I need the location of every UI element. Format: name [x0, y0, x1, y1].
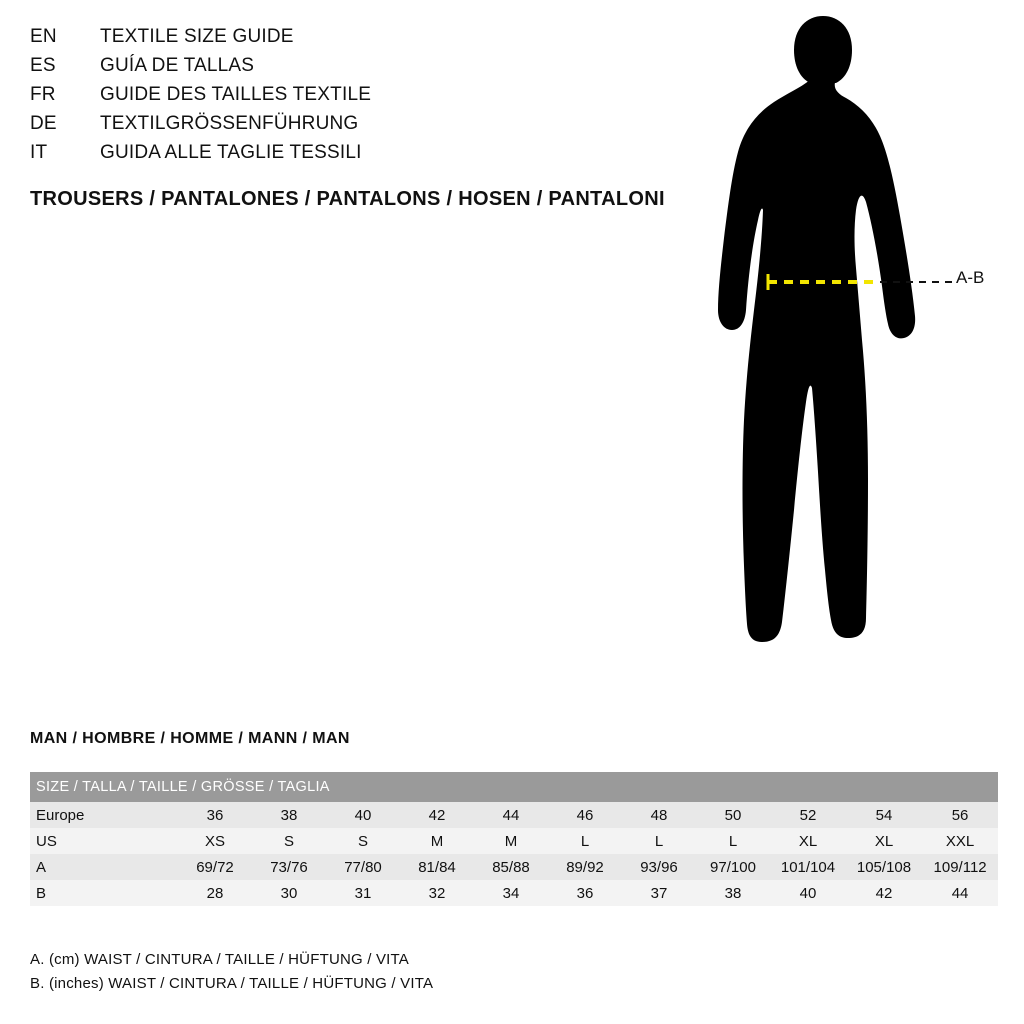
table-cell: S: [252, 828, 326, 854]
language-row: [30, 142, 670, 171]
language-code: FR: [30, 84, 56, 105]
table-header-row: [30, 772, 998, 802]
table-cell: 69/72: [178, 854, 252, 880]
language-row: [30, 55, 670, 84]
table-cell: 31: [326, 880, 400, 906]
table-cell: 109/112: [922, 854, 998, 880]
table-cell: 52: [770, 802, 846, 828]
language-header-block: [30, 26, 670, 171]
table-cell: 50: [696, 802, 770, 828]
table-cell: 40: [770, 880, 846, 906]
table-cell: 44: [922, 880, 998, 906]
table-row: [30, 854, 998, 880]
silhouette-shape: [718, 16, 915, 642]
table-cell: 81/84: [400, 854, 474, 880]
table-cell: XXL: [922, 828, 998, 854]
language-code: EN: [30, 26, 57, 47]
table-cell: 36: [178, 802, 252, 828]
table-header-label: SIZE / TALLA / TAILLE / GRÖSSE / TAGLIA: [30, 772, 998, 802]
table-cell: 85/88: [474, 854, 548, 880]
language-title: GUIDA ALLE TAGLIE TESSILI: [100, 142, 362, 163]
table-cell: 32: [400, 880, 474, 906]
table-cell: 37: [622, 880, 696, 906]
table-row: [30, 880, 998, 906]
table-row: [30, 828, 998, 854]
table-cell: L: [696, 828, 770, 854]
language-code: ES: [30, 55, 56, 76]
man-silhouette-figure: [690, 10, 1010, 670]
table-cell: 42: [400, 802, 474, 828]
garment-type-title: TROUSERS / PANTALONES / PANTALONS / HOSEN / PANTALONI: [30, 188, 665, 210]
table-cell: 36: [548, 880, 622, 906]
language-row: [30, 26, 670, 55]
language-title: TEXTILE SIZE GUIDE: [100, 26, 294, 47]
table-cell: M: [474, 828, 548, 854]
table-cell: 93/96: [622, 854, 696, 880]
table-cell: 77/80: [326, 854, 400, 880]
table-row: [30, 802, 998, 828]
language-title: GUÍA DE TALLAS: [100, 55, 255, 76]
footnote-b: B. (inches) WAIST / CINTURA / TAILLE / HÜFTUNG / VITA: [30, 975, 434, 992]
footnotes: [30, 948, 433, 996]
table-cell: 38: [696, 880, 770, 906]
table-cell: 97/100: [696, 854, 770, 880]
table-cell: 48: [622, 802, 696, 828]
table-cell: 34: [474, 880, 548, 906]
language-code: DE: [30, 113, 57, 134]
table-cell: XS: [178, 828, 252, 854]
language-row: [30, 113, 670, 142]
language-title: TEXTILGRÖSSENFÜHRUNG: [100, 113, 359, 134]
table-cell: 73/76: [252, 854, 326, 880]
table-cell: 105/108: [846, 854, 922, 880]
table-cell: 40: [326, 802, 400, 828]
row-label: Europe: [30, 802, 178, 828]
language-row: [30, 84, 670, 113]
table-cell: 46: [548, 802, 622, 828]
table-cell: L: [622, 828, 696, 854]
language-code: IT: [30, 142, 48, 163]
waist-measure-label: A-B: [956, 268, 985, 287]
table-cell: S: [326, 828, 400, 854]
table-cell: 44: [474, 802, 548, 828]
table-cell: 56: [922, 802, 998, 828]
table-cell: 54: [846, 802, 922, 828]
table-cell: XL: [846, 828, 922, 854]
table-cell: 101/104: [770, 854, 846, 880]
section-title-man: MAN / HOMBRE / HOMME / MANN / MAN: [30, 730, 350, 747]
row-label: A: [30, 854, 178, 880]
table-cell: 38: [252, 802, 326, 828]
table-cell: M: [400, 828, 474, 854]
footnote-a: A. (cm) WAIST / CINTURA / TAILLE / HÜFTUNG / VITA: [30, 951, 409, 968]
language-title: GUIDE DES TAILLES TEXTILE: [100, 84, 372, 105]
row-label: B: [30, 880, 178, 906]
table-cell: 28: [178, 880, 252, 906]
row-label: US: [30, 828, 178, 854]
table-cell: 30: [252, 880, 326, 906]
size-table: [30, 772, 998, 906]
size-table-wrapper: [30, 772, 994, 906]
table-cell: XL: [770, 828, 846, 854]
table-cell: 42: [846, 880, 922, 906]
table-cell: L: [548, 828, 622, 854]
table-cell: 89/92: [548, 854, 622, 880]
